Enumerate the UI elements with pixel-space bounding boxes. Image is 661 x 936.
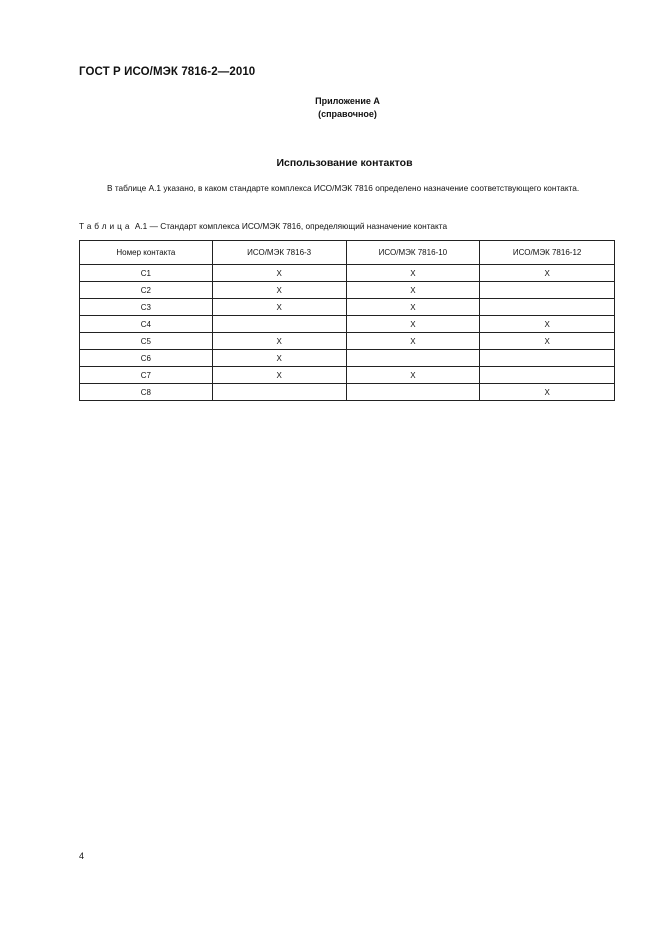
table-row [80, 333, 615, 350]
table-cell: X [212, 350, 346, 367]
table-header-row [80, 241, 615, 265]
table-cell: C4 [80, 316, 213, 333]
contacts-table [79, 240, 615, 401]
column-header: ИСО/МЭК 7816-3 [212, 241, 346, 265]
table-caption-text: А.1 — Стандарт комплекса ИСО/МЭК 7816, определяющий назначение контакта [134, 221, 448, 231]
table-cell: X [346, 265, 480, 282]
table-cell [480, 350, 615, 367]
table-cell: X [212, 299, 346, 316]
table-cell: C8 [80, 384, 213, 401]
table-cell: X [212, 333, 346, 350]
document-code: ГОСТ Р ИСО/МЭК 7816-2—2010 [79, 66, 256, 78]
page-number: 4 [79, 851, 85, 861]
table-cell: X [346, 282, 480, 299]
table-row [80, 282, 615, 299]
table-cell: X [212, 282, 346, 299]
table-cell [480, 299, 615, 316]
table-cell: C3 [80, 299, 213, 316]
column-header: Номер контакта [80, 241, 213, 265]
table-cell [480, 282, 615, 299]
table-cell: X [480, 265, 615, 282]
annex-title: Приложение А [315, 96, 380, 106]
body-paragraph: В таблице А.1 указано, в каком стандарте комплекса ИСО/МЭК 7816 определено назначение соответствующего контакта. [107, 183, 580, 193]
table-cell: X [212, 367, 346, 384]
table-cell: C2 [80, 282, 213, 299]
table-cell: X [480, 316, 615, 333]
table-cell [346, 350, 480, 367]
table-cell: C6 [80, 350, 213, 367]
table-cell [346, 384, 480, 401]
section-title: Использование контактов [276, 157, 413, 169]
annex-subtitle: (справочное) [318, 109, 377, 119]
table-row [80, 299, 615, 316]
table-cell: X [346, 299, 480, 316]
table-row [80, 350, 615, 367]
table-cell: X [346, 367, 480, 384]
table-cell [480, 367, 615, 384]
table-cell: C1 [80, 265, 213, 282]
table-row [80, 265, 615, 282]
table-cell: X [480, 384, 615, 401]
table-cell [212, 316, 346, 333]
table-cell [212, 384, 346, 401]
table-row [80, 316, 615, 333]
column-header: ИСО/МЭК 7816-10 [346, 241, 480, 265]
table-cell: X [480, 333, 615, 350]
table-caption [79, 221, 447, 231]
table-cell: X [346, 316, 480, 333]
table-row [80, 367, 615, 384]
table-cell: C5 [80, 333, 213, 350]
column-header: ИСО/МЭК 7816-12 [480, 241, 615, 265]
table-cell: C7 [80, 367, 213, 384]
table-caption-label: Таблица [79, 221, 133, 231]
table-cell: X [212, 265, 346, 282]
table-cell: X [346, 333, 480, 350]
table-row [80, 384, 615, 401]
